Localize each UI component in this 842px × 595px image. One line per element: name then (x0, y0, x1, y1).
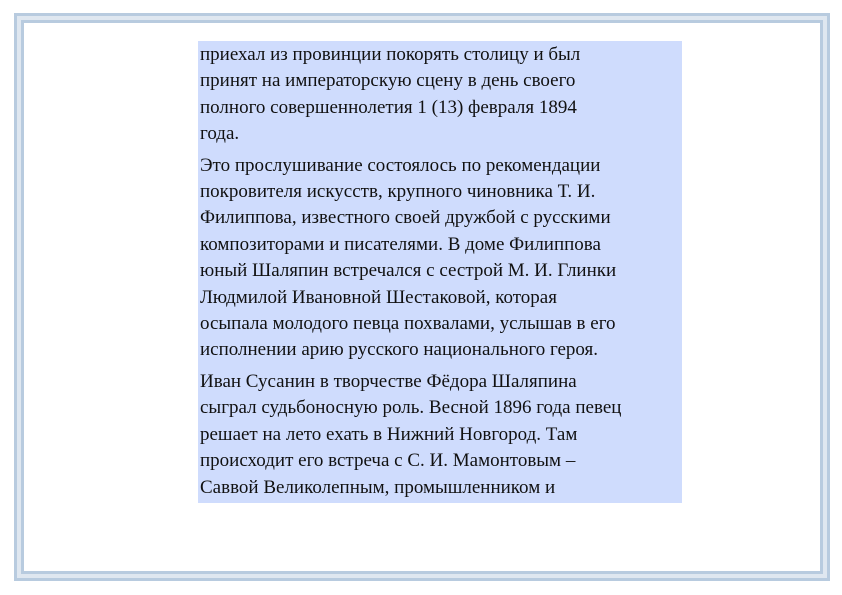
text-line: Филиппова, известного своей дружбой с русскими (200, 207, 611, 229)
text-line: принят на императорскую сцену в день своего (200, 70, 576, 92)
text-line: осыпала молодого певца похвалами, услышав в его (200, 313, 616, 335)
text-line: решает на лето ехать в Нижний Новгород. Там (200, 423, 578, 445)
text-line: года. (200, 123, 240, 145)
paragraph-3 (200, 369, 680, 501)
paragraph-2 (200, 153, 680, 364)
text-line: Это прослушивание состоялось по рекомендации (200, 154, 601, 176)
text-line: приехал из провинции покорять столицу и был (200, 44, 581, 65)
text-line: Саввой Великолепным, промышленником и (200, 476, 556, 498)
text-line: покровителя искусств, крупного чиновника Т. И. (200, 181, 596, 203)
paragraph-1 (200, 42, 680, 148)
text-block (198, 41, 682, 503)
text-line: Иван Сусанин в творчестве Фёдора Шаляпина (200, 370, 577, 392)
text-line: полного совершеннолетия 1 (13) февраля 1894 (200, 96, 577, 118)
text-line: юный Шаляпин встречался с сестрой М. И. Глинки (200, 260, 617, 282)
text-line: исполнении арию русского национального героя. (200, 339, 599, 361)
text-line: Людмилой Ивановной Шестаковой, которая (200, 286, 557, 308)
text-line: композиторами и писателями. В доме Филиппова (200, 233, 601, 255)
text-line: сыграл судьбоносную роль. Весной 1896 года певец (200, 397, 622, 419)
text-line: происходит его встреча с С. И. Мамонтовым – (200, 450, 576, 472)
